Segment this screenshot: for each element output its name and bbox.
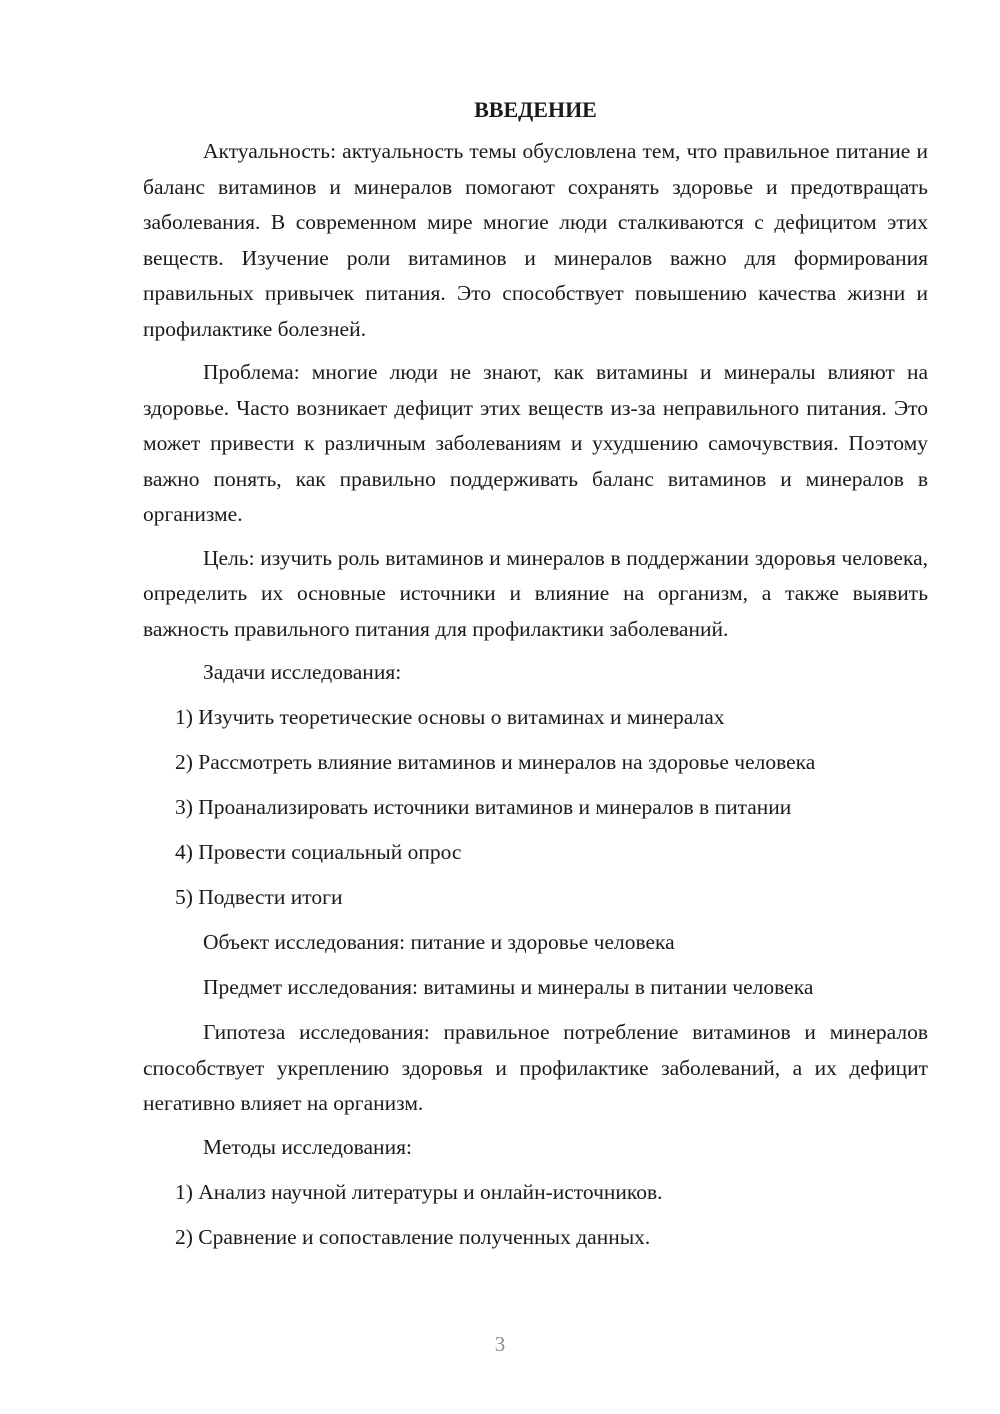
task-item: 1) Изучить теоретические основы о витаминах и минералах — [175, 705, 725, 729]
object-line: Объект исследования: питание и здоровье человека — [203, 930, 675, 954]
problem-paragraph: Проблема: многие люди не знают, как витамины и минералы влияют на здоровье. Часто возникает дефицит этих веществ из-за неправильного питания. Это может привести к различным заболеваниям и ухудшению самочувствия. Поэтому важно понять, как правильно поддерживать баланс витаминов и минералов в организме. — [143, 360, 928, 526]
relevance-paragraph: Актуальность: актуальность темы обусловлена тем, что правильное питание и баланс витаминов и минералов помогают сохранять здоровье и предотвращать заболевания. В современном мире многие люди сталкиваются с дефицитом этих веществ. Изучение роли витаминов и минералов важно для формирования правильных привычек питания. Это способствует повышению качества жизни и профилактике болезней. — [143, 139, 928, 341]
task-item: 5) Подвести итоги — [175, 885, 343, 909]
task-item: 3) Проанализировать источники витаминов и минералов в питании — [175, 795, 792, 819]
hypothesis-paragraph: Гипотеза исследования: правильное потребление витаминов и минералов способствует укреплению здоровья и профилактике заболеваний, а их дефицит негативно влияет на организм. — [143, 1020, 928, 1115]
task-item: 4) Провести социальный опрос — [175, 840, 462, 864]
method-item: 1) Анализ научной литературы и онлайн-источников. — [175, 1179, 663, 1204]
document-page — [143, 90, 928, 1265]
section-heading: ВВЕДЕНИЕ — [474, 97, 597, 122]
methods-title: Методы исследования: — [203, 1134, 412, 1159]
subject-line: Предмет исследования: витамины и минералы в питании человека — [203, 975, 814, 999]
goal-paragraph: Цель: изучить роль витаминов и минералов в поддержании здоровья человека, определить их основные источники и влияние на организм, а также выявить важность правильного питания для профилактики заболеваний. — [143, 545, 928, 641]
method-item: 2) Сравнение и сопоставление полученных данных. — [175, 1224, 651, 1249]
task-item: 2) Рассмотреть влияние витаминов и минералов на здоровье человека — [175, 750, 816, 774]
page-number: 3 — [494, 1332, 506, 1356]
tasks-title: Задачи исследования: — [203, 660, 402, 684]
